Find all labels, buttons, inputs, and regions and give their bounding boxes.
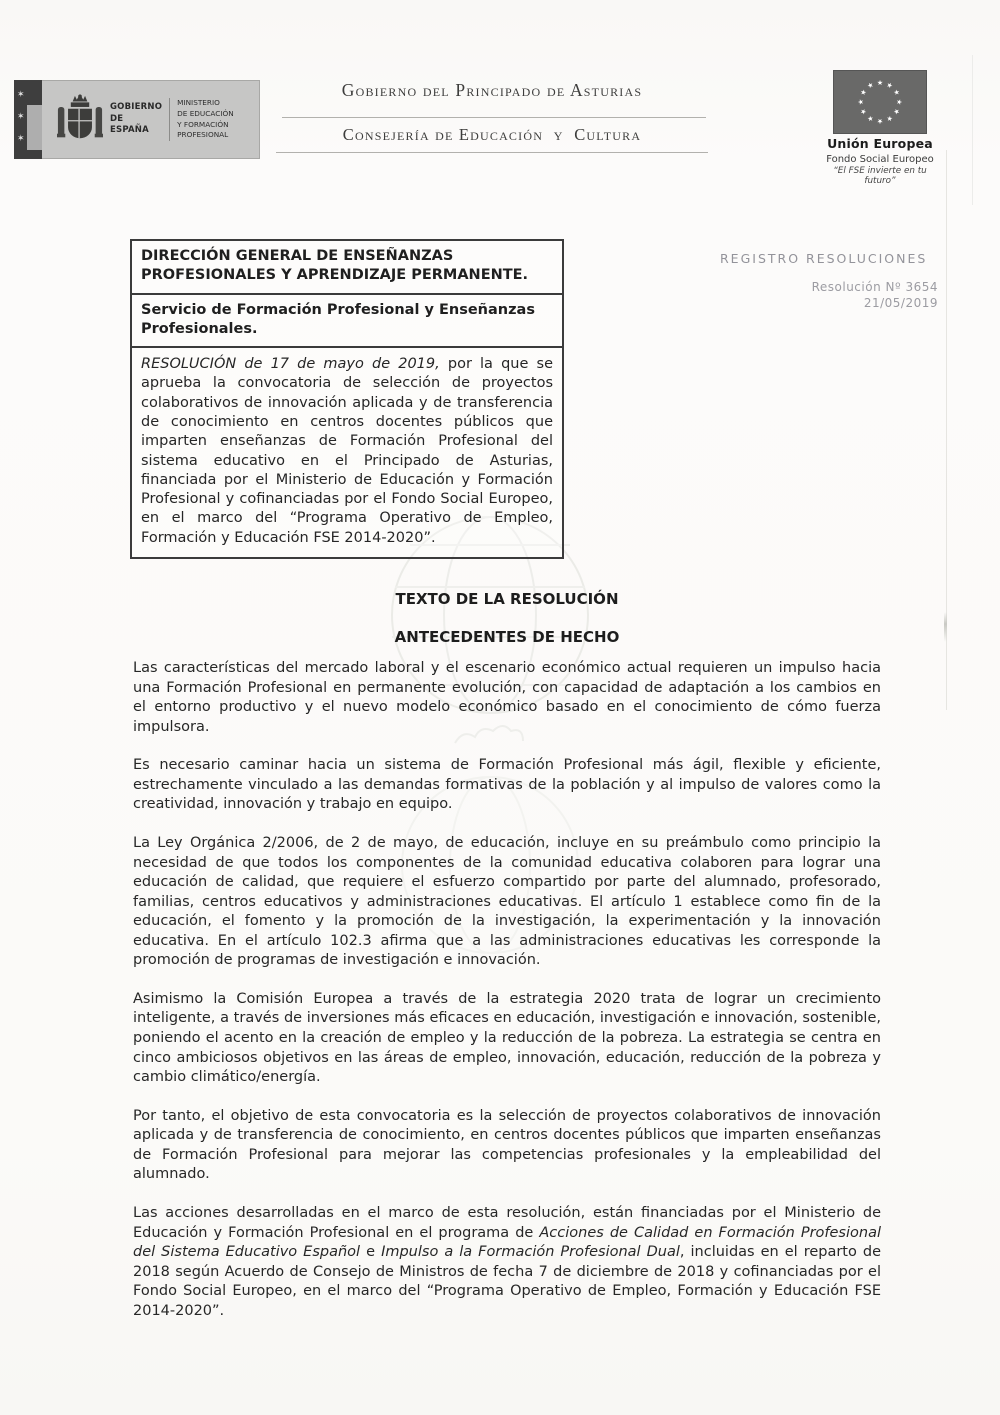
header-divider-line [276, 152, 708, 153]
eu-star-icon: ★ [884, 113, 895, 124]
servicio-heading [132, 295, 562, 349]
document-body [133, 659, 881, 1340]
heading-line: Profesionales. [141, 320, 258, 337]
heading-line: DIRECCIÓN GENERAL DE ENSEÑANZAS [141, 248, 454, 264]
eu-star-icon: ★ [876, 117, 884, 125]
department-info-box [130, 239, 564, 559]
gobierno-line: DE ESPAÑA [110, 113, 149, 136]
paragraph-6 [133, 1204, 881, 1321]
paragraph-6-text: e [360, 1244, 382, 1261]
direccion-general-heading [132, 241, 562, 295]
paragraph-6-text: , incluidas en el reparto de 2018 según Acuerdo de Consejo de Ministros de fecha 7 de diciembre de 2018 y cofinanciadas por el Fondo Social Europeo, en el marco del “Programa Operativo de Empleo, Formación y Educación FSE 2014-2020”. [133, 1244, 882, 1319]
ministry-logo-body [42, 80, 260, 159]
eu-star-icon: ★ [891, 87, 902, 98]
star-icon: ✶ [17, 90, 25, 100]
spain-coat-of-arms-icon [57, 92, 103, 148]
antecedentes-heading: ANTECEDENTES DE HECHO [394, 628, 620, 646]
eu-star-icon: ★ [857, 98, 865, 106]
eu-star-icon: ★ [891, 106, 902, 117]
resolution-summary [132, 348, 562, 557]
paragraph-2: Es necesario caminar hacia un sistema de Formación Profesional más ágil, flexible y eficiente, estrechamente vinculado a las demandas formativas de la población y al impulso de valores como la creatividad, innovación y trabajo en equipo. [133, 757, 881, 813]
scan-artifact-mark [944, 612, 947, 642]
scan-artifact-line [972, 55, 973, 205]
ministerio-line: Y FORMACIÓN PROFESIONAL [177, 119, 229, 140]
eu-star-icon: ★ [865, 80, 876, 91]
header-divider-line [282, 117, 706, 118]
flag-strip-light-band [27, 105, 42, 150]
star-icon: ✶ [17, 112, 25, 122]
eu-title: Unión Europea [827, 136, 933, 151]
eu-star-icon: ★ [858, 87, 869, 98]
program-name-italic: Acciones de Calidad en Formación Profesional del Sistema Educativo Español [133, 1224, 881, 1261]
resolution-summary-text: por la que se aprueba la convocatoria de selección de proyectos colaborativos de innovación aplicada y de transferencia de conocimiento en centros docentes públicos que imparten enseñanzas de Formación Profesional del sistema educativo en el Principado de Asturias, financiada por el Ministerio de Educación y Formación Profesional y cofinanciadas por el Fondo Social Europeo, en el marco del “Programa Operativo de Empleo, Formación y Educación FSE 2014-2020”. [141, 356, 553, 546]
stamp-date: 21/05/2019 [863, 296, 938, 310]
program-name-italic: Impulso a la Formación Profesional Dual [381, 1244, 680, 1261]
spain-government-logo [14, 80, 260, 159]
eu-star-icon: ★ [865, 113, 876, 124]
paragraph-5: Por tanto, el objetivo de esta convocatoria es la selección de proyectos colaborativos de innovación aplicada y de transferencia de conocimiento, en centros docentes públicos que imparten enseñanzas de Formación Profesional para mejorar las competencias profesionales y la empleabilidad del alumnado. [133, 1107, 881, 1183]
consejeria-title: Consejería de Educación y Cultura [342, 125, 642, 144]
eu-tagline: “El FSE invierte en tu futuro” [833, 166, 927, 186]
paragraph-3: La Ley Orgánica 2/2006, de 2 de mayo, de educación, incluye en su preámbulo como principio la necesidad de que todos los componentes de la comunidad educativa colaboren para lograr una educación de calidad, que requiere el esfuerzo compartido por parte del alumnado, profesorado, familias, centros educativos y administraciones educativas. El artículo 1 establece como fin de la educación, el fomento y la promoción de la investigación, la experimentación y la innovación educativa. En el artículo 102.3 afirma que a las administraciones educativas les corresponde la promoción de programas de investigación e innovación. [133, 834, 881, 969]
eu-star-icon: ★ [876, 79, 884, 87]
stamp-resolution-number: Resolución Nº 3654 [811, 280, 938, 294]
ministerio-label [169, 98, 252, 142]
registry-stamp [720, 251, 938, 310]
ministerio-line: DE EDUCACIÓN [177, 108, 234, 118]
eu-star-icon: ★ [895, 98, 903, 106]
flag-strip [14, 80, 42, 159]
ministerio-line: MINISTERIO [177, 97, 220, 107]
gobierno-de-espana-label [110, 102, 162, 136]
paragraph-1: Las características del mercado laboral y el escenario económico actual requieren un impulso hacia una Formación Profesional en permanente evolución, con capacidad de adaptación a los cambios en el entorno productivo y el nuevo modelo económico basado en el conocimiento de cómo fuerza impulsora. [133, 660, 881, 735]
paragraph-6-text: Las acciones desarrolladas en el marco de esta resolución, están financiadas por el Ministerio de Educación y Formación Profesional en el programa de [133, 1204, 881, 1241]
heading-line: PROFESIONALES Y APRENDIZAJE PERMANENTE. [141, 267, 529, 284]
texto-resolucion-heading: TEXTO DE LA RESOLUCIÓN [395, 590, 619, 608]
eu-flag-icon [834, 71, 926, 133]
heading-line: Servicio de Formación Profesional y Enseñanzas [141, 301, 535, 318]
resolution-date-lead: RESOLUCIÓN de 17 de mayo de 2019, [141, 356, 440, 373]
eu-star-icon: ★ [858, 106, 869, 117]
eu-subtitle: Fondo Social Europeo [826, 154, 934, 165]
paragraph-4: Asimismo la Comisión Europea a través de la estrategia 2020 trata de lograr un crecimiento inteligente, a través de inversiones más eficaces en educación, investigación e innovación, sostenible, poniendo el acento en la creación de empleo y la reducción de la pobreza. La estrategia se centra en cinco ambiciosos objetivos en las áreas de empleo, innovación, educación, reducción de la pobreza y cambio climático/energía. [133, 990, 881, 1086]
asturias-government-title: Gobierno del Principado de Asturias [341, 80, 643, 100]
eu-star-icon: ★ [884, 80, 895, 91]
eu-fse-logo [818, 71, 942, 186]
star-icon: ✶ [17, 134, 25, 144]
stamp-title: REGISTRO RESOLUCIONES [720, 251, 928, 266]
gobierno-line: GOBIERNO [110, 102, 163, 113]
